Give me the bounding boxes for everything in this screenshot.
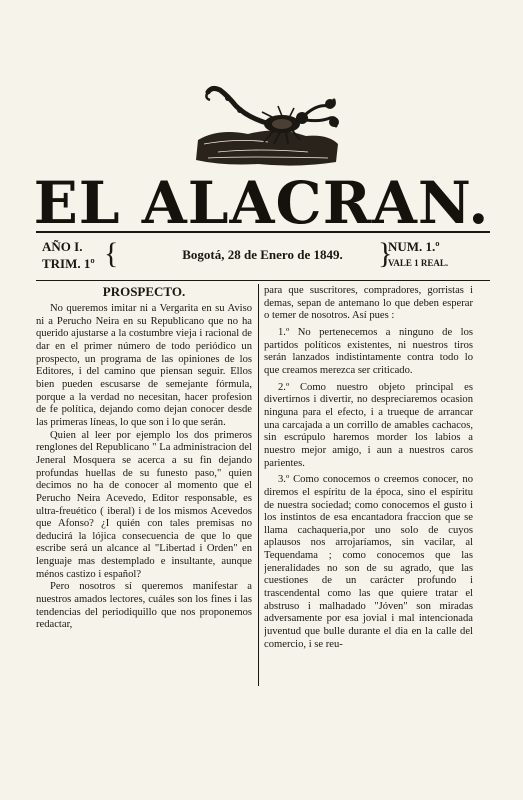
article-paragraph-continued: para que suscritores, compradores, gorristas i demas, sepan de antemano lo que deben esperar o temer de nosotros. Así pues : (264, 285, 473, 322)
column-divider (258, 284, 259, 686)
issue-number-price (388, 238, 448, 272)
article-paragraph: Quien al leer por ejemplo los dos primeros renglones del Republicano " La administracion del Jeneral Mosquera se acerca a su fin dejando profundas huellas de su funesto paso," quien decimos no ha de conocer al momento que el Perucho Neira Acevedo, Editor responsable, es ultra-freuético ( iberal) i de los mismos Acevedos que Afonso? ¿I quién con tales premisas no deducirá la lójica consecuencia de que lo que escribe será un alcance al "Libertad i Orden" en lenguaje mas destemplado e insultante, aunque ménos castizo i español? (36, 429, 252, 580)
issue-number: NUM. 1.º (388, 239, 440, 254)
issue-trimester: TRIM. 1º (42, 256, 95, 271)
right-brace: } (378, 237, 393, 270)
article-title: PROSPECTO. (102, 285, 186, 299)
scorpion-engraving-icon (178, 78, 350, 170)
article-column-right (264, 285, 473, 690)
article-point-1: 1.º No pertenecemos a ninguno de los partidos políticos existentes, ni nuestros tiros serán lanzados indistintamente contra todo lo que creamos merezca ser criticado. (264, 326, 473, 376)
masthead-rule-top (36, 231, 490, 233)
masthead-rule-bottom (36, 280, 490, 281)
issue-place-date: Bogotá, 28 de Enero de 1849. (182, 247, 343, 262)
masthead-title: EL ALACRAN. (33, 169, 490, 237)
article-column-left (36, 285, 252, 690)
article-paragraph: No queremos imitar ni a Vergarita en su Aviso ni a Perucho Neira en su Republicano que no ha querido ajustarse a la costumbre vieja i racional de dar en el primer número de todo periódico un prospecto, un programa de las opiniones de los Editores, i del camino que piensan seguir. Ellos bien pueden escusarse de semejante fórmula, porque a la verdad no necesitan, hacer profesion de fe política, dejando como dejan conocer desde las primeras líneas, lo que son i lo que serán. (36, 303, 252, 428)
article-paragraph: Pero nosotros sí queremos manifestar a nuestros amados lectores, cuáles son los fines i las tendencias del periodiquillo que nos proponemos redactar, (36, 581, 252, 631)
issue-year-trimester (42, 238, 95, 272)
issue-year: AÑO I. (42, 239, 83, 254)
article-point-2: 2.º Como nuestro objeto principal es divertirnos i divertir, no despreciaremos ocasion ninguna para el efecto, i a trueque de arrancar una carcajada a un corrillo de amables cachacos, sin escrúpulo haremos morder los labios a nuestro mejor amigo, i aun a nuestros caros parientes. (264, 381, 473, 469)
article-point-3: 3.º Como conocemos o creemos conocer, no diremos el espíritu de la época, sino el espíritu de nuestra sociedad; como conocemos el gusto i los instintos de esa encantadora fraccion que se llama cachaqueria,por uno solo de cuyos aplausos nos arrojaríamos, sin vacilar, al Tequendama ; como conocemos que las jeneralidades no son de su agrado, que las cuestiones de un carácter profundo i trascendental como las que quiere tratar el abstruso i malhadado "Jóven" son miradas adversamente por esa jovial i mal intencionada juventud que bulle durante el dia en la calle del comercio, i se reu- (264, 474, 473, 650)
issue-price: VALE 1 REAL. (388, 258, 449, 268)
left-brace: { (104, 237, 119, 270)
